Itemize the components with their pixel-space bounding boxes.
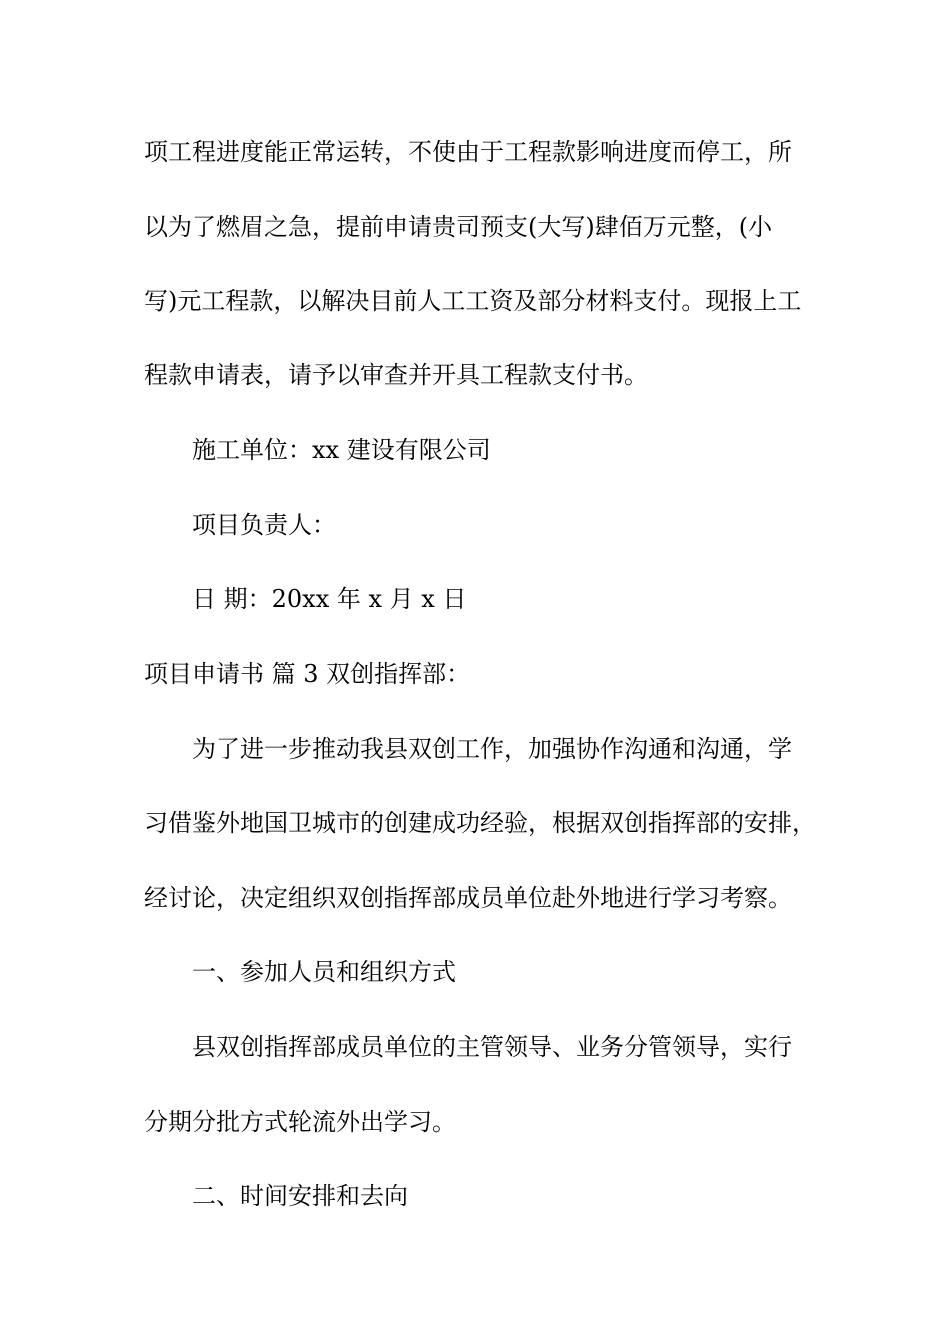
body-text-line: 经讨论，决定组织双创指挥部成员单位赴外地进行学习考察。 [144,884,792,912]
body-text-line: 县双创指挥部成员单位的主管领导、业务分管领导，实行 [192,1033,792,1061]
body-text-line: 程款申请表，请予以审查并开具工程款支付书。 [144,361,648,389]
date-line: 日 期：20xx 年 x 月 x 日 [192,585,467,613]
body-text-line: 习借鉴外地国卫城市的创建成功经验，根据双创指挥部的安排， [144,809,816,837]
subsection-heading: 一、参加人员和组织方式 [192,958,456,986]
section-heading: 项目申请书 篇 3 双创指挥部： [144,660,471,688]
construction-unit-line: 施工单位：xx 建设有限公司 [192,436,491,464]
project-leader-line: 项目负责人： [192,511,336,539]
body-text-line: 分期分批方式轮流外出学习。 [144,1108,456,1136]
body-text-line: 项工程进度能正常运转，不使由于工程款影响进度而停工，所 [144,138,792,166]
body-text-line: 为了进一步推动我县双创工作，加强协作沟通和沟通，学 [192,735,792,763]
body-text-line: 写)元工程款，以解决目前人工工资及部分材料支付。现报上工 [144,287,802,315]
body-text-line: 以为了燃眉之急，提前申请贵司预支(大写)肆佰万元整，(小 [144,213,773,241]
subsection-heading: 二、时间安排和去向 [192,1182,408,1210]
